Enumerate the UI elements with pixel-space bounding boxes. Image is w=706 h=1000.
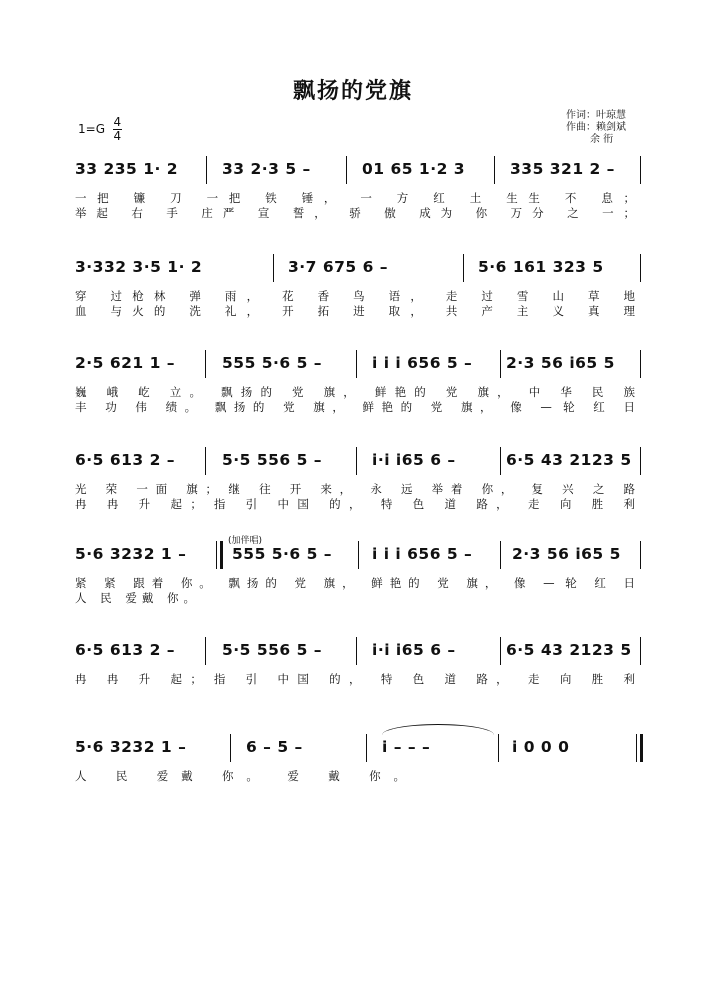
barline xyxy=(206,156,207,184)
measure: 6·5 43 2123 5 xyxy=(506,641,632,659)
time-signature xyxy=(113,116,122,143)
measure: 2·5 621 1 – xyxy=(75,354,176,372)
measure: 01 65 1·2 3 xyxy=(362,160,466,178)
measure: 2·3 56 i65 5 xyxy=(512,545,621,563)
measure: 555 5·6 5 – xyxy=(222,354,323,372)
lyric-line-2: 举起 右 手 庄严 宣 誓， 骄 傲 成为 你 万分 之 一； xyxy=(75,206,635,220)
lyric-line-1: 巍 峨 屹 立。 飘扬的 党 旗， 鲜艳的 党 旗， 中 华 民 族 xyxy=(75,385,635,399)
system-7 xyxy=(0,738,706,828)
barline xyxy=(500,350,501,378)
lyric-line-2: 冉 冉 升 起； 指 引 中国 的， 特 色 道 路， 走 向 胜 利 xyxy=(75,497,635,511)
barline xyxy=(500,637,501,665)
lyric-line-2: 血 与火的 洗 礼， 开 拓 进 取， 共 产 主 义 真 理 xyxy=(75,304,635,318)
measure: 3·7 675 6 – xyxy=(288,258,389,276)
final-barline xyxy=(640,734,643,762)
lyric-line-2: 丰 功 伟 绩。 飘扬的 党 旗， 鲜艳的 党 旗， 像 — 轮 红 日 xyxy=(75,400,635,414)
lyricist-credit: 作词：叶琼慧 xyxy=(566,110,626,121)
measure: 3·332 3·5 1· 2 xyxy=(75,258,203,276)
notes-row xyxy=(0,258,706,288)
notes-row xyxy=(0,641,706,671)
measure: 5·6 161 323 5 xyxy=(478,258,604,276)
credits xyxy=(566,110,626,146)
system-1 xyxy=(0,160,706,250)
measure: i i i 656 5 – xyxy=(372,354,473,372)
lyric-line-1: 穿 过枪林 弹 雨， 花 香 鸟 语， 走 过 雪 山 草 地 xyxy=(75,289,635,303)
measure: i i i 656 5 – xyxy=(372,545,473,563)
measure: i 0 0 0 xyxy=(512,738,570,756)
barline xyxy=(640,350,641,378)
lyric-line-1: 光 荣 一面 旗； 继 往 开 来， 永 远 举着 你， 复 兴 之 路 xyxy=(75,482,635,496)
lyric-line-1: 人 民 爱戴 你。 爱 戴 你。 xyxy=(75,769,405,783)
barline xyxy=(273,254,274,282)
barline xyxy=(356,637,357,665)
barline xyxy=(640,254,641,282)
system-4 xyxy=(0,451,706,541)
measure: 5·6 3232 1 – xyxy=(75,545,187,563)
final-barline-thin xyxy=(636,734,637,762)
system-3 xyxy=(0,354,706,444)
measure: 6 – 5 – xyxy=(246,738,303,756)
barline xyxy=(500,447,501,475)
time-sig-bottom: 4 xyxy=(113,129,122,143)
composer-credit: 作曲：赖剑斌 xyxy=(566,122,626,133)
barline xyxy=(356,350,357,378)
measure: 555 5·6 5 – xyxy=(232,545,333,563)
measure: 33 235 1· 2 xyxy=(75,160,179,178)
measure: 335 321 2 – xyxy=(510,160,615,178)
measure: i·i i65 6 – xyxy=(372,451,456,469)
barline xyxy=(498,734,499,762)
repeat-barline xyxy=(216,541,217,569)
barline xyxy=(358,541,359,569)
measure: 2·3 56 i65 5 xyxy=(506,354,615,372)
barline xyxy=(205,447,206,475)
measure: 5·5 556 5 – xyxy=(222,641,323,659)
measure: i·i i65 6 – xyxy=(372,641,456,659)
measure: i – – – xyxy=(382,738,431,756)
notes-row xyxy=(0,160,706,190)
key-signature xyxy=(78,116,122,143)
barline xyxy=(205,350,206,378)
barline xyxy=(640,637,641,665)
notes-row xyxy=(0,451,706,481)
barline xyxy=(494,156,495,184)
notes-row xyxy=(0,354,706,384)
barline xyxy=(500,541,501,569)
repeat-barline-thick xyxy=(220,541,223,569)
barline xyxy=(230,734,231,762)
key-label: 1=G xyxy=(78,122,105,136)
measure: 6·5 613 2 – xyxy=(75,451,176,469)
lyric-line-1: 紧 紧 跟着 你。 飘扬的 党 旗， 鲜艳的 党 旗， 像 — 轮 红 日 xyxy=(75,576,635,590)
composer2-credit: 余 衎 xyxy=(590,134,614,145)
accompaniment-annotation: (加伴唱) xyxy=(228,536,263,546)
measure: 6·5 43 2123 5 xyxy=(506,451,632,469)
barline xyxy=(366,734,367,762)
measure: 33 2·3 5 – xyxy=(222,160,311,178)
measure: 5·6 3232 1 – xyxy=(75,738,187,756)
measure: 5·5 556 5 – xyxy=(222,451,323,469)
system-2 xyxy=(0,258,706,348)
lyric-line-2: 人 民 爱戴 你。 xyxy=(75,591,195,605)
notes-row xyxy=(0,738,706,768)
lyric-line-1: 冉 冉 升 起； 指 引 中国 的， 特 色 道 路， 走 向 胜 利 xyxy=(75,672,635,686)
barline xyxy=(640,156,641,184)
system-6 xyxy=(0,641,706,731)
barline xyxy=(640,541,641,569)
system-5 xyxy=(0,536,706,635)
barline xyxy=(346,156,347,184)
barline xyxy=(463,254,464,282)
song-title: 飘扬的党旗 xyxy=(292,78,413,104)
barline xyxy=(205,637,206,665)
time-sig-top: 4 xyxy=(113,115,122,129)
lyric-line-1: 一把 镰 刀 一把 铁 锤， 一 方 红 土 生生 不 息； xyxy=(75,191,635,205)
notes-row xyxy=(0,545,706,575)
barline xyxy=(640,447,641,475)
measure: 6·5 613 2 – xyxy=(75,641,176,659)
barline xyxy=(356,447,357,475)
